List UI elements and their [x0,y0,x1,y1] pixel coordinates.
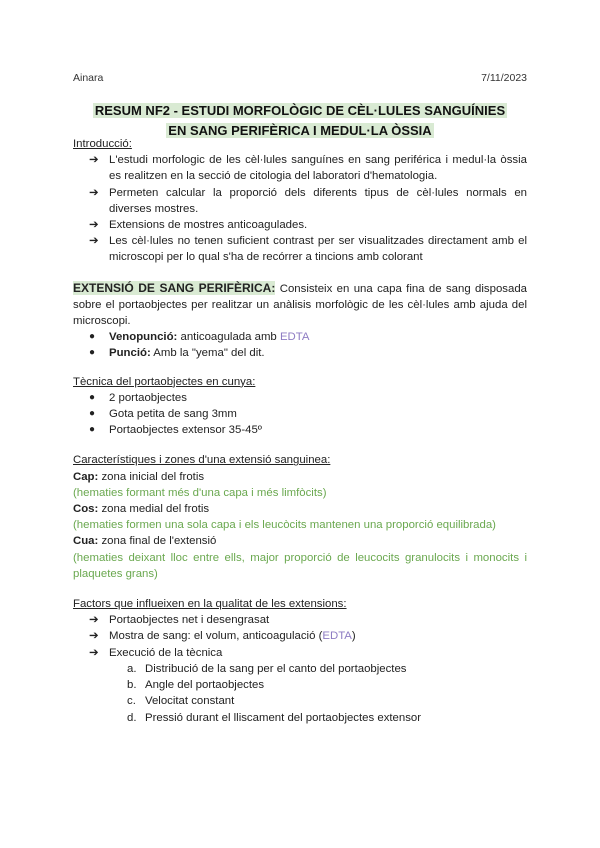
technique-heading: Tècnica del portaobjectes en cunya: [73,375,256,388]
list-item: ➔ Portaobjectes net i desengrasat [73,612,527,628]
arrow-icon: ➔ [89,614,99,627]
list-item: ➔ Extensions de mostres anticoagulades. [73,217,527,233]
zone-cap-note: (hematies formant més d'una capa i més limfòcits) [73,486,327,499]
bullet-icon: ● [89,424,96,436]
list-item: ● 2 portaobjectes [73,390,527,406]
edta-highlight: EDTA [279,331,310,344]
author-name: Ainara [73,72,104,84]
extension-text: Consisteix en una capa fina de sang disposada sobre el portaobjectes per realitzar un anàlisis morfològic de les cèl·lules amb ajuda del microscopi. [73,282,527,328]
document-title [73,101,527,141]
list-item: ➔ L'estudi morfologic de les cèl·lules sanguínes en sang periférica i medul·la òssia es realitzen en la secció de citologia del laboratori d'hematologia. [89,154,527,183]
list-item: d. Pressió durant el lliscament del portaobjectes extensor [127,711,422,724]
factors-heading: Factors que influeixen en la qualitat de les extensions: [73,598,347,611]
list-item: ➔ Execució de la tècnica [73,645,527,661]
extension-list [73,329,527,361]
intro-heading: Introducció: [73,138,132,150]
edta-highlight: EDTA [322,630,352,643]
list-item: a. Distribució de la sang per el canto del portaobjectes [127,662,407,675]
bullet-icon: ● [89,347,96,359]
arrow-icon: ➔ [89,219,99,232]
bullet-icon: ● [89,408,96,420]
list-item: ● Portaobjectes extensor 35-45º [73,422,527,438]
zone-cap: Cap: zona inicial del frotis [73,470,205,483]
extension-heading: EXTENSIÓ DE SANG PERIFÈRICA: [73,280,276,295]
zones-heading: Característiques i zones d'una extensió sanguinea: [73,454,331,467]
list-item: ➔ Permeten calcular la proporció dels diferents tipus de cèl·lules normals en diverses mostres. [89,186,527,215]
intro-list [73,152,527,265]
bullet-icon: ● [89,391,96,403]
document-date: 7/11/2023 [481,72,527,84]
arrow-icon: ➔ [89,646,99,659]
technique-list [73,390,527,439]
technique-steps-list [73,661,527,726]
zone-cos: Cos: zona medial del frotis [73,503,210,516]
title-line-2: EN SANG PERIFÈRICA I MEDUL·LA ÒSSIA [168,123,432,138]
list-item: ● Venopunció: anticoagulada amb EDTA [73,329,527,345]
arrow-icon: ➔ [89,235,99,248]
list-item: ➔ Les cèl·lules no tenen suficient contrast per ser visualitzades directament amb el microscopi per lo qual s'ha de recórrer a tincions amb colorant [89,235,527,264]
title-line-1: RESUM NF2 - ESTUDI MORFOLÒGIC DE CÈL·LULES SANGUÍNIES [94,103,506,118]
zone-cua: Cua: zona final de l'extensió [73,535,217,548]
list-item: ● Punció: Amb la "yema" del dit. [73,345,527,361]
zone-cua-note: (hematies deixant lloc entre ells, major proporció de leucocits granulocits i monocits i plaquetes grans) [73,551,527,580]
factors-list [73,612,527,661]
zone-cos-note: (hematies formen una sola capa i els leucòcits mantenen una proporció equilibrada) [73,519,496,532]
document-body [73,136,527,726]
arrow-icon: ➔ [89,186,99,199]
arrow-icon: ➔ [89,154,99,167]
list-item: c. Velocitat constant [127,695,235,708]
list-item: ➔ Mostra de sang: el volum, anticoagulació (EDTA) [73,628,527,644]
list-item: ● Gota petita de sang 3mm [73,406,527,422]
list-item: b. Angle del portaobjectes [127,679,265,692]
page-header [73,72,527,86]
arrow-icon: ➔ [89,630,99,643]
extension-paragraph [73,280,527,330]
bullet-icon: ● [89,331,96,343]
